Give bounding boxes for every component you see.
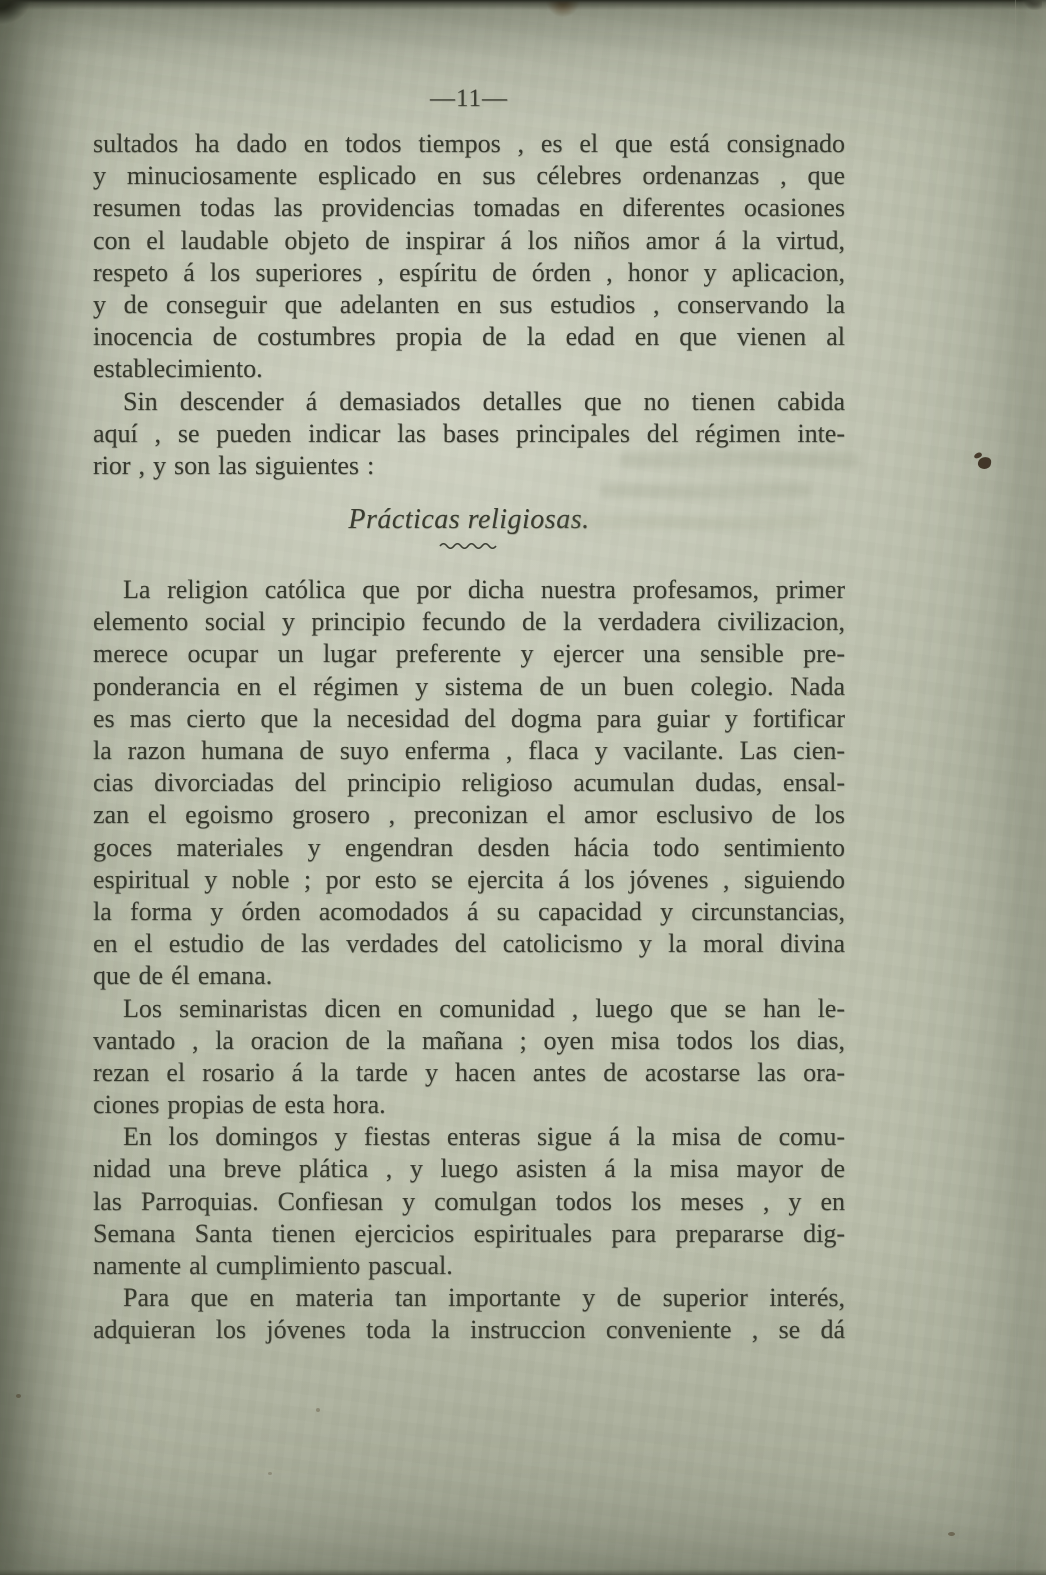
text-line: zan el egoismo grosero , preconizan el amor esclusivo de los xyxy=(93,800,845,830)
paragraph xyxy=(93,574,845,992)
text-line: las Parroquias. Confiesan y comulgan todos los meses , y en xyxy=(93,1186,845,1216)
text-line: establecimiento. xyxy=(93,354,263,384)
text-line: nidad una breve plática , y luego asisten á la misa mayor de xyxy=(93,1154,845,1184)
bleedthrough-ghost xyxy=(620,452,860,467)
text-line: respeto á los superiores , espíritu de órden , honor y aplicacion, xyxy=(93,257,845,287)
paragraph-continuation xyxy=(93,128,845,386)
text-line: rezan el rosario á la tarde y hacen antes de acostarse las ora- xyxy=(93,1057,845,1087)
page-edge-highlight xyxy=(1015,0,1046,1575)
text-line: ciones propias de esta hora. xyxy=(93,1090,386,1120)
text-line: Semana Santa tienen ejercicios espirituales para prepararse dig- xyxy=(93,1218,845,1248)
text-line: adquieran los jóvenes toda la instruccion conveniente , se dá xyxy=(93,1315,845,1345)
text-line: Para que en materia tan importante y de superior interés, xyxy=(123,1283,845,1313)
text-line: Sin descender á demasiados detalles que no tienen cabida xyxy=(123,386,845,416)
text-line: inocencia de costumbres propia de la edad en que vienen al xyxy=(93,322,845,352)
bleedthrough-ghost xyxy=(560,516,820,529)
text-line: sultados ha dado en todos tiempos , es el que está consignado xyxy=(93,129,845,158)
paragraph xyxy=(93,993,845,1122)
text-line: ponderancia en el régimen y sistema de un buen colegio. Nada xyxy=(93,671,845,701)
text-line: La religion católica que por dicha nuestra profesamos, primer xyxy=(123,575,845,605)
scan-edge-bottom xyxy=(0,1569,1046,1575)
text-line: elemento social y principio fecundo de la verdadera civilizacion, xyxy=(93,607,845,637)
heading-underline-squiggle-icon xyxy=(438,540,500,550)
bleedthrough-ghost xyxy=(600,484,810,498)
text-line: goces materiales y engendran desden hácia todo sentimiento xyxy=(93,832,845,862)
page-number: —11— xyxy=(429,85,509,112)
text-line: cias divorciadas del principio religioso acumulan dudas, ensal- xyxy=(93,768,845,798)
scan-edge-top xyxy=(0,0,1046,10)
paper-speck xyxy=(16,1394,21,1398)
text-line: Los seminaristas dicen en comunidad , luego que se han le- xyxy=(123,993,845,1023)
text-line: namente al cumplimiento pascual. xyxy=(93,1251,453,1280)
text-line: rior , y son las siguientes : xyxy=(93,450,375,480)
text-line: merece ocupar un lugar preferente y ejercer una sensible pre- xyxy=(93,639,845,669)
text-line: resumen todas las providencias tomadas en diferentes ocasiones xyxy=(93,193,845,223)
text-line: la razon humana de suyo enferma , flaca y vacilante. Las cien- xyxy=(93,736,845,765)
paper-speck xyxy=(806,692,810,696)
text-line: En los domingos y fiestas enteras sigue á la misa de comu- xyxy=(123,1122,845,1152)
text-line: la forma y órden acomodados á su capacidad y circunstancias, xyxy=(93,896,845,926)
paper-speck xyxy=(948,1532,955,1536)
text-line: es mas cierto que la necesidad del dogma para guiar y fortificar xyxy=(93,703,845,733)
text-line: con el laudable objeto de inspirar á los niños amor á la virtud, xyxy=(93,225,845,255)
text-line: en el estudio de las verdades del catolicismo y la moral divina xyxy=(93,929,845,959)
ink-blot xyxy=(977,456,992,470)
text-line: y minuciosamente esplicado en sus célebres ordenanzas , que xyxy=(93,161,845,191)
paragraph xyxy=(93,1282,845,1346)
paper-speck xyxy=(316,1408,320,1412)
text-line: aquí , se pueden indicar las bases principales del régimen inte- xyxy=(93,418,845,448)
section-heading: Prácticas religiosas. xyxy=(348,504,590,536)
text-line: vantado , la oracion de la mañana ; oyen misa todos los dias, xyxy=(93,1025,845,1055)
paragraph xyxy=(93,1121,845,1282)
paragraph xyxy=(93,386,845,483)
text-line: y de conseguir que adelanten en sus estudios , conservando la xyxy=(93,289,845,319)
text-column xyxy=(93,0,845,1347)
paper-speck xyxy=(268,1472,272,1475)
text-line: espiritual y noble ; por esto se ejercita á los jóvenes , siguiendo xyxy=(93,864,845,894)
text-line: que de él emana. xyxy=(93,961,273,991)
